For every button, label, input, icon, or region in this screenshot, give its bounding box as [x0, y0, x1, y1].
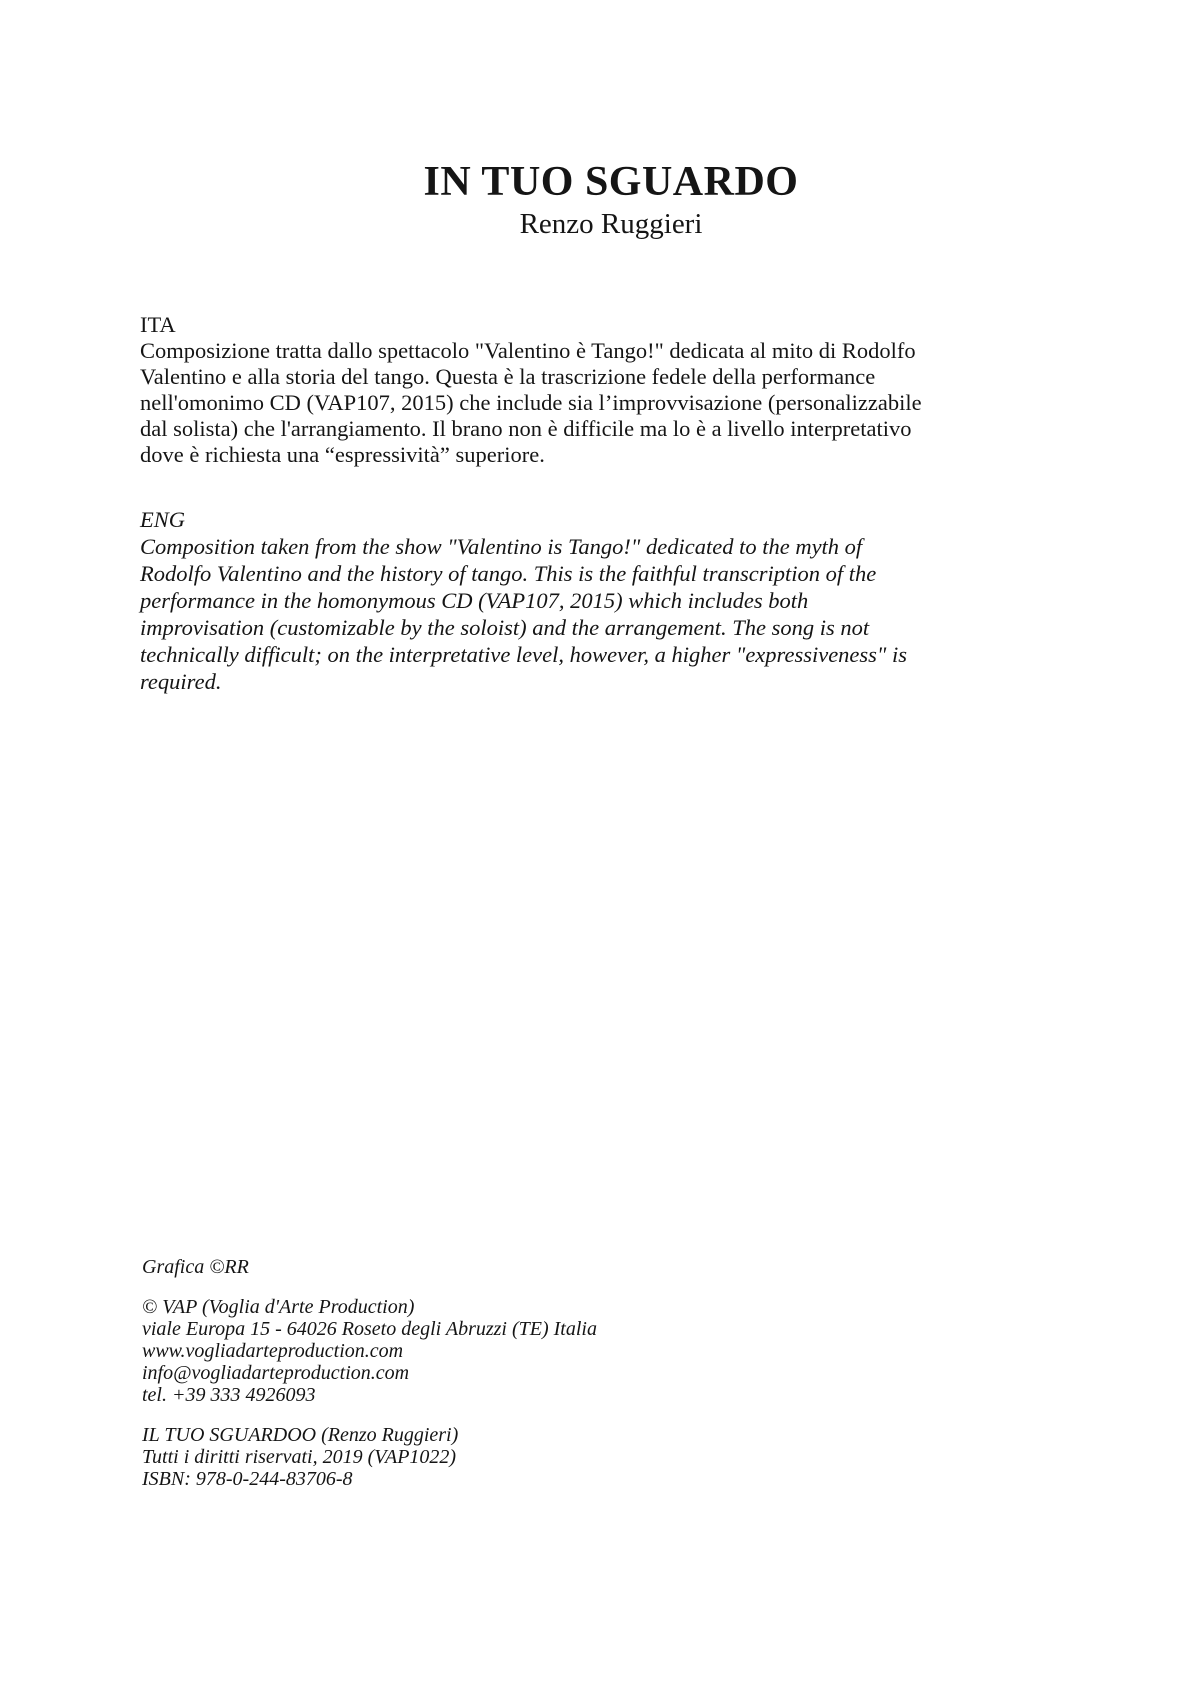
eng-line: performance in the homonymous CD (VAP107, 2015) which includes both — [140, 588, 809, 613]
ita-line: nell'omonimo CD (VAP107, 2015) che include sia l’improvvisazione (personalizzabile — [140, 390, 922, 415]
vap-contact-line: © VAP (Voglia d'Arte Production) — [142, 1296, 415, 1318]
page-title: IN TUO SGUARDO — [423, 159, 799, 205]
eng-line: Rodolfo Valentino and the history of tango. This is the faithful transcription of the — [140, 561, 877, 586]
rights-line: Tutti i diritti riservati, 2019 (VAP1022) — [142, 1446, 457, 1468]
eng-line: improvisation (customizable by the soloist) and the arrangement. The song is not — [140, 615, 870, 640]
eng-line: technically difficult; on the interpretative level, however, a higher "expressiveness" is — [140, 642, 908, 667]
rights-line: ISBN: 978-0-244-83706-8 — [142, 1468, 353, 1490]
eng-label: ENG — [140, 507, 185, 532]
vap-contact-line: www.vogliadarteproduction.com — [142, 1340, 404, 1362]
ita-line: Composizione tratta dallo spettacolo "Valentino è Tango!" dedicata al mito di Rodolfo — [140, 338, 916, 363]
vap-contact-line: tel. +39 333 4926093 — [142, 1384, 316, 1406]
page-subtitle: Renzo Ruggieri — [519, 208, 703, 240]
eng-line: required. — [140, 669, 222, 694]
vap-contact-line: viale Europa 15 - 64026 Roseto degli Abruzzi (TE) Italia — [142, 1318, 597, 1340]
eng-line: Composition taken from the show "Valentino is Tango!" dedicated to the myth of — [140, 534, 863, 559]
vap-contact-block — [142, 1296, 1042, 1406]
credits-footer — [142, 1256, 1042, 1508]
vap-contact-line: info@vogliadarteproduction.com — [142, 1362, 410, 1384]
ita-line: Valentino e alla storia del tango. Questa è la trascrizione fedele della performance — [140, 364, 876, 389]
rights-line: IL TUO SGUARDOO (Renzo Ruggieri) — [142, 1424, 459, 1446]
grafica-credit: Grafica ©RR — [142, 1256, 249, 1278]
ita-label: ITA — [140, 312, 176, 337]
english-description — [140, 506, 1082, 695]
ita-line: dove è richiesta una “espressività” superiore. — [140, 442, 545, 467]
ita-paragraph — [140, 338, 1082, 468]
ita-line: dal solista) che l'arrangiamento. Il brano non è difficile ma lo è a livello interpretativo — [140, 416, 912, 441]
italian-description — [140, 312, 1082, 468]
page-content — [140, 0, 1082, 695]
eng-paragraph — [140, 533, 1082, 695]
rights-block — [142, 1424, 1042, 1490]
